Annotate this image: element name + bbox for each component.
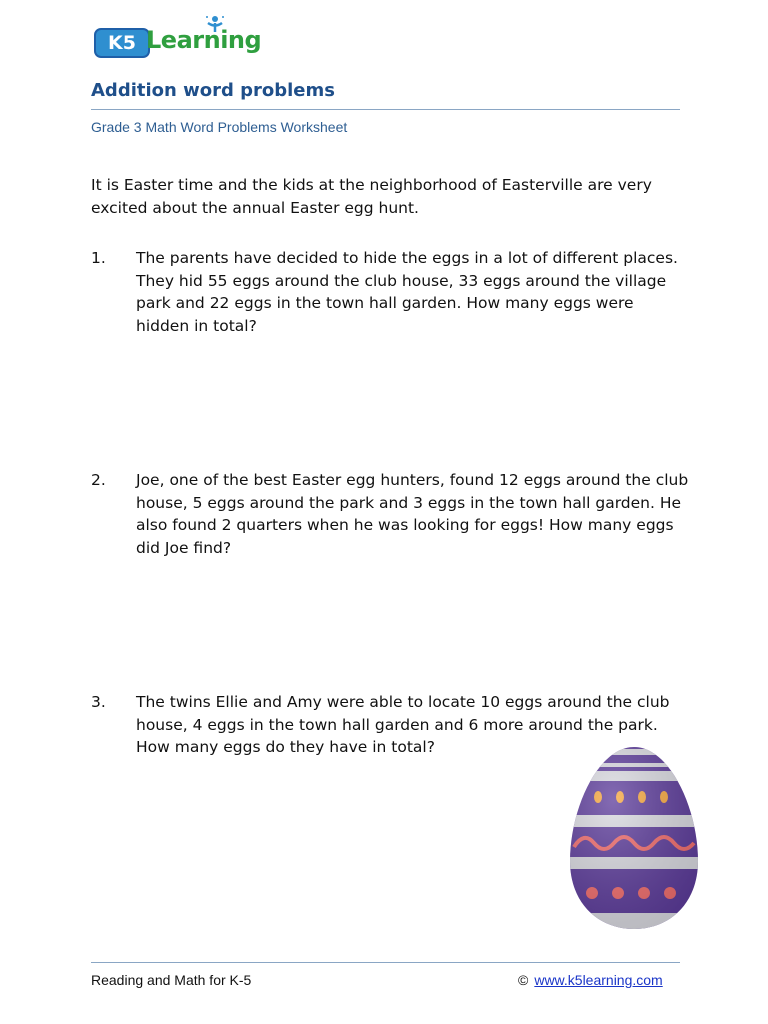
page-subtitle: Grade 3 Math Word Problems Worksheet <box>91 119 348 135</box>
problem-number: 2. <box>91 471 106 489</box>
footer-divider <box>91 962 680 963</box>
logo-figure-icon <box>204 14 226 36</box>
intro-paragraph: It is Easter time and the kids at the neighborhood of Easterville are very excited about the annual Easter egg hunt. <box>91 176 652 217</box>
copyright-symbol: © <box>518 972 529 988</box>
problem-number: 3. <box>91 693 106 711</box>
logo-box: K5 <box>94 28 150 58</box>
k5-learning-logo <box>92 18 262 62</box>
page-title: Addition word problems <box>91 80 335 101</box>
footer-tagline: Reading and Math for K-5 <box>91 972 252 988</box>
website-link[interactable]: www.k5learning.com <box>534 972 663 988</box>
problem-text: Joe, one of the best Easter egg hunters, found 12 eggs around the club house, 5 eggs around the park and 3 eggs in the town hall garden. He also found 2 quarters when he was looking for eggs! How many eggs did Joe find? <box>136 471 689 557</box>
footer-copyright <box>518 972 663 988</box>
logo-text: Learning <box>146 26 262 54</box>
easter-egg-icon <box>564 743 704 933</box>
problem-number: 1. <box>91 249 106 267</box>
problem-text: The twins Ellie and Amy were able to locate 10 eggs around the club house, 4 eggs in the town hall garden and 6 more around the park. How many eggs do they have in total? <box>136 693 670 756</box>
header-divider <box>91 109 680 110</box>
problem-text: The parents have decided to hide the eggs in a lot of different places. They hid 55 eggs around the club house, 33 eggs around the village park and 22 eggs in the town hall garden. How many eggs were hidden in total? <box>136 249 678 335</box>
